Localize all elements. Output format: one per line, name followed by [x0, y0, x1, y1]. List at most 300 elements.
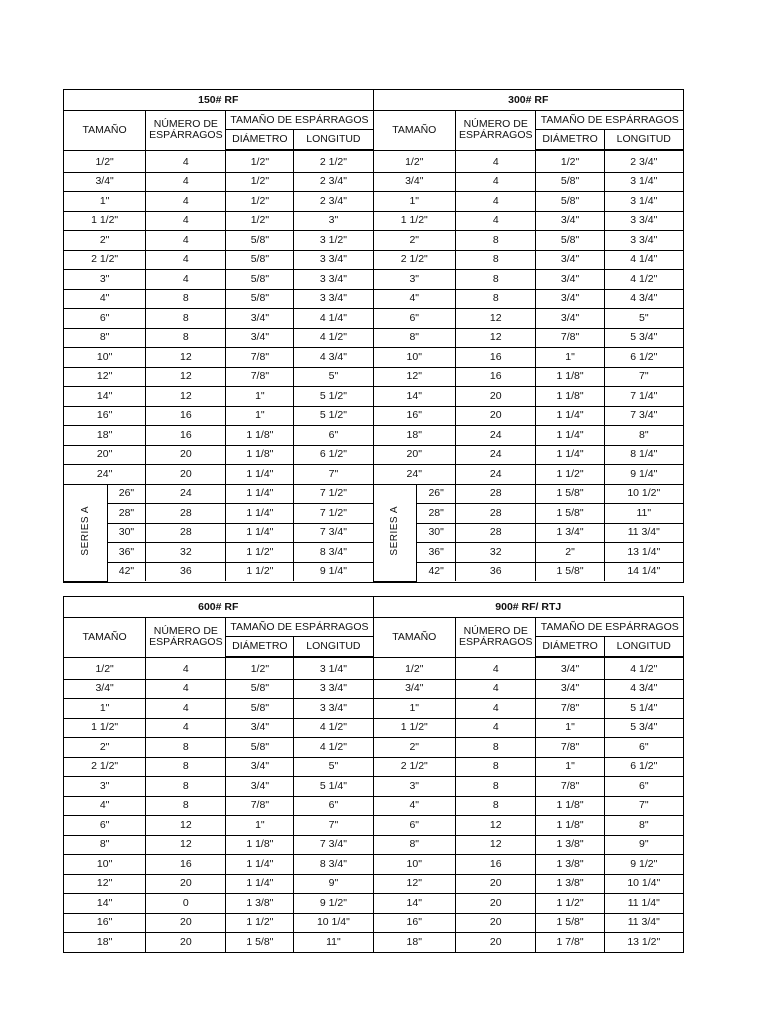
- length-cell: 3 1/4": [604, 192, 683, 212]
- diameter-cell: 1/2": [226, 657, 294, 679]
- size-cell: 2 1/2": [374, 250, 456, 270]
- table-row: [374, 543, 684, 563]
- size-cell: 2": [64, 738, 146, 758]
- diameter-cell: 1 5/8": [226, 933, 294, 952]
- table-row: [64, 894, 373, 914]
- bolt-count-cell: 20: [456, 874, 536, 894]
- table-row: [374, 289, 684, 309]
- table-row: [64, 835, 373, 855]
- diameter-cell: 7/8": [226, 367, 294, 387]
- length-cell: 13 1/4": [604, 543, 683, 563]
- diameter-cell: 3/4": [536, 270, 604, 290]
- header-longitud: LONGITUD: [604, 130, 683, 151]
- length-cell: 6 1/2": [294, 445, 373, 465]
- diameter-cell: 5/8": [226, 231, 294, 251]
- diameter-cell: 5/8": [536, 231, 604, 251]
- series-a-label: [374, 484, 417, 581]
- size-cell: 3": [374, 777, 456, 797]
- bolt-count-cell: 32: [456, 543, 536, 563]
- series-a-label: [64, 484, 107, 581]
- size-cell: 8": [374, 328, 456, 348]
- bolt-count-cell: 8: [146, 289, 226, 309]
- table-row: [374, 172, 684, 192]
- diameter-cell: 3/4": [536, 211, 604, 231]
- diameter-cell: 1/2": [226, 150, 294, 172]
- bolt-count-cell: 12: [146, 835, 226, 855]
- table-row: [374, 192, 684, 212]
- length-cell: 9 1/4": [604, 465, 683, 485]
- length-cell: 6": [294, 426, 373, 446]
- length-cell: 13 1/2": [604, 933, 683, 952]
- table-row: [374, 738, 684, 758]
- bolt-count-cell: 20: [456, 933, 536, 952]
- size-cell: 12": [64, 367, 146, 387]
- bolt-count-cell: 32: [146, 543, 226, 563]
- bolt-count-cell: 24: [456, 445, 536, 465]
- table-title: 600# RF: [64, 597, 373, 618]
- diameter-cell: 5/8": [226, 250, 294, 270]
- length-cell: 4 3/4": [604, 679, 683, 699]
- diameter-cell: 1": [536, 757, 604, 777]
- length-cell: 7 1/2": [294, 504, 373, 524]
- length-cell: 3 3/4": [604, 211, 683, 231]
- bolt-count-cell: 8: [456, 796, 536, 816]
- diameter-cell: 1 1/8": [536, 387, 604, 407]
- bolt-count-cell: 4: [146, 679, 226, 699]
- size-cell: 12": [374, 367, 456, 387]
- length-cell: 4 1/4": [294, 309, 373, 329]
- length-cell: 7 3/4": [604, 406, 683, 426]
- table-row: [374, 855, 684, 875]
- length-cell: 14 1/4": [604, 562, 683, 581]
- header-longitud: LONGITUD: [294, 130, 373, 151]
- length-cell: 7 1/2": [294, 484, 373, 504]
- table-row: [64, 426, 373, 446]
- bolt-count-cell: 24: [146, 484, 226, 504]
- length-cell: 5 3/4": [604, 328, 683, 348]
- length-cell: 9 1/4": [294, 562, 373, 581]
- bolt-count-cell: 4: [456, 718, 536, 738]
- diameter-cell: 1 1/8": [226, 445, 294, 465]
- table-title: 900# RF/ RTJ: [374, 597, 684, 618]
- diameter-cell: 1": [226, 387, 294, 407]
- bolt-count-cell: 8: [146, 309, 226, 329]
- size-cell: 2 1/2": [64, 757, 146, 777]
- length-cell: 2 3/4": [604, 150, 683, 172]
- size-cell: 18": [64, 426, 146, 446]
- bolt-count-cell: 8: [456, 231, 536, 251]
- diameter-cell: 1": [536, 348, 604, 368]
- size-cell: 4": [374, 796, 456, 816]
- size-cell: 8": [64, 328, 146, 348]
- table-row: [374, 387, 684, 407]
- bottom-panel: [63, 596, 684, 953]
- length-cell: 8 1/4": [604, 445, 683, 465]
- diameter-cell: 7/8": [226, 348, 294, 368]
- header-diametro: DIÁMETRO: [536, 130, 604, 151]
- size-cell: 28": [417, 504, 456, 524]
- bolt-count-cell: 16: [456, 855, 536, 875]
- header-numero: NÚMERO DE ESPÁRRAGOS: [146, 618, 226, 658]
- length-cell: 4 3/4": [604, 289, 683, 309]
- header-tamano-esparragos: TAMAÑO DE ESPÁRRAGOS: [536, 111, 683, 130]
- table-row: [64, 309, 373, 329]
- length-cell: 3 3/4": [294, 679, 373, 699]
- bolt-count-cell: 4: [456, 150, 536, 172]
- table-row: [64, 657, 373, 679]
- header-numero: NÚMERO DE ESPÁRRAGOS: [456, 111, 536, 151]
- size-cell: 2 1/2": [374, 757, 456, 777]
- length-cell: 10 1/2": [604, 484, 683, 504]
- size-cell: 3/4": [64, 172, 146, 192]
- bolt-count-cell: 8: [456, 738, 536, 758]
- size-cell: 16": [64, 406, 146, 426]
- diameter-cell: 1 1/4": [536, 445, 604, 465]
- diameter-cell: 1 1/2": [226, 913, 294, 933]
- bolt-count-cell: 20: [456, 406, 536, 426]
- table-title: 150# RF: [64, 90, 373, 111]
- table-row: [64, 289, 373, 309]
- table-row: [64, 348, 373, 368]
- diameter-cell: 3/4": [536, 679, 604, 699]
- length-cell: 5 1/2": [294, 387, 373, 407]
- bolt-count-cell: 4: [146, 150, 226, 172]
- bolt-count-cell: 8: [146, 328, 226, 348]
- table-row: [374, 150, 684, 172]
- diameter-cell: 3/4": [226, 757, 294, 777]
- size-cell: 8": [374, 835, 456, 855]
- length-cell: 4 1/4": [604, 250, 683, 270]
- bolt-count-cell: 12: [456, 816, 536, 836]
- bolt-count-cell: 16: [146, 426, 226, 446]
- table-row: [374, 777, 684, 797]
- size-cell: 1": [64, 192, 146, 212]
- diameter-cell: 3/4": [536, 289, 604, 309]
- size-cell: 3/4": [374, 172, 456, 192]
- diameter-cell: 1/2": [226, 211, 294, 231]
- size-cell: 26": [107, 484, 146, 504]
- size-cell: 2": [374, 738, 456, 758]
- diameter-cell: 1 1/2": [226, 543, 294, 563]
- table-row: [374, 699, 684, 719]
- length-cell: 9 1/2": [294, 894, 373, 914]
- table-row: [64, 913, 373, 933]
- length-cell: 4 1/2": [294, 328, 373, 348]
- diameter-cell: 1": [226, 406, 294, 426]
- diameter-cell: 1 3/8": [226, 894, 294, 914]
- size-cell: 2": [374, 231, 456, 251]
- diameter-cell: 1 1/4": [226, 484, 294, 504]
- size-cell: 14": [64, 894, 146, 914]
- bolt-count-cell: 20: [146, 445, 226, 465]
- table-row: [374, 426, 684, 446]
- length-cell: 8 3/4": [294, 543, 373, 563]
- size-cell: 18": [374, 426, 456, 446]
- table-row: [374, 913, 684, 933]
- table-row: [374, 445, 684, 465]
- size-cell: 10": [374, 348, 456, 368]
- table-row: [374, 211, 684, 231]
- header-tamano-esparragos: TAMAÑO DE ESPÁRRAGOS: [226, 618, 373, 637]
- bolt-count-cell: 12: [456, 328, 536, 348]
- diameter-cell: 1 5/8": [536, 484, 604, 504]
- table-row: [64, 699, 373, 719]
- table-row: [64, 543, 373, 563]
- size-cell: 3": [64, 777, 146, 797]
- bolt-count-cell: 12: [146, 816, 226, 836]
- size-cell: 42": [107, 562, 146, 581]
- table-row: [374, 874, 684, 894]
- length-cell: 3 1/4": [604, 172, 683, 192]
- table-row: [64, 406, 373, 426]
- bolt-count-cell: 4: [456, 211, 536, 231]
- bolt-count-cell: 8: [146, 796, 226, 816]
- diameter-cell: 1 1/8": [536, 796, 604, 816]
- size-cell: 2": [64, 231, 146, 251]
- bolt-count-cell: 4: [456, 679, 536, 699]
- size-cell: 1 1/2": [64, 718, 146, 738]
- bolt-count-cell: 20: [456, 894, 536, 914]
- length-cell: 7": [294, 816, 373, 836]
- diameter-cell: 1 1/8": [536, 367, 604, 387]
- bolt-count-cell: 12: [456, 309, 536, 329]
- bolt-count-cell: 28: [146, 523, 226, 543]
- bolt-count-cell: 20: [146, 874, 226, 894]
- diameter-cell: 3/4": [226, 328, 294, 348]
- diameter-cell: 5/8": [226, 679, 294, 699]
- diameter-cell: 3/4": [536, 657, 604, 679]
- diameter-cell: 3/4": [536, 309, 604, 329]
- bolt-count-cell: 4: [456, 172, 536, 192]
- table-row: [64, 465, 373, 485]
- table-150: [63, 89, 374, 583]
- diameter-cell: 1 1/2": [536, 465, 604, 485]
- table-row: [374, 657, 684, 679]
- header-tamano: TAMAÑO: [374, 111, 456, 151]
- bolt-count-cell: 16: [456, 367, 536, 387]
- length-cell: 7 3/4": [294, 835, 373, 855]
- bolt-count-cell: 36: [456, 562, 536, 581]
- size-cell: 20": [374, 445, 456, 465]
- size-cell: 1": [374, 192, 456, 212]
- table-row: [374, 894, 684, 914]
- length-cell: 7": [604, 796, 683, 816]
- diameter-cell: 1 1/4": [536, 426, 604, 446]
- table-row: [64, 367, 373, 387]
- length-cell: 3 3/4": [294, 270, 373, 290]
- header-numero: NÚMERO DE ESPÁRRAGOS: [456, 618, 536, 658]
- length-cell: 4 1/2": [604, 270, 683, 290]
- table-row: [374, 231, 684, 251]
- bolt-count-cell: 4: [146, 657, 226, 679]
- table-row: [64, 933, 373, 952]
- bolt-count-cell: 20: [146, 465, 226, 485]
- table-row: [374, 718, 684, 738]
- length-cell: 7 1/4": [604, 387, 683, 407]
- diameter-cell: 1 5/8": [536, 562, 604, 581]
- table-row: [64, 211, 373, 231]
- size-cell: 1": [374, 699, 456, 719]
- bolt-count-cell: 36: [146, 562, 226, 581]
- table-row: [64, 328, 373, 348]
- diameter-cell: 1": [536, 718, 604, 738]
- diameter-cell: 7/8": [536, 738, 604, 758]
- bolt-count-cell: 4: [456, 699, 536, 719]
- bolt-count-cell: 4: [146, 172, 226, 192]
- size-cell: 42": [417, 562, 456, 581]
- size-cell: 18": [64, 933, 146, 952]
- table-row: [64, 523, 373, 543]
- length-cell: 6": [604, 777, 683, 797]
- header-longitud: LONGITUD: [294, 637, 373, 658]
- bolt-count-cell: 20: [456, 913, 536, 933]
- diameter-cell: 1 1/8": [536, 816, 604, 836]
- table-row: [374, 270, 684, 290]
- top-panel: [63, 89, 684, 583]
- size-cell: 4": [374, 289, 456, 309]
- length-cell: 6": [294, 796, 373, 816]
- diameter-cell: 1 5/8": [536, 913, 604, 933]
- table-row: [374, 465, 684, 485]
- bolt-count-cell: 20: [146, 933, 226, 952]
- length-cell: 3 3/4": [294, 250, 373, 270]
- bolt-count-cell: 8: [146, 757, 226, 777]
- bolt-count-cell: 28: [456, 484, 536, 504]
- series-a-text: SERIES A: [79, 506, 91, 556]
- diameter-cell: 5/8": [226, 270, 294, 290]
- diameter-cell: 7/8": [226, 796, 294, 816]
- diameter-cell: 5/8": [536, 192, 604, 212]
- length-cell: 3 3/4": [604, 231, 683, 251]
- length-cell: 8": [604, 426, 683, 446]
- bolt-count-cell: 12: [146, 367, 226, 387]
- length-cell: 3 3/4": [294, 289, 373, 309]
- size-cell: 24": [374, 465, 456, 485]
- size-cell: 1/2": [374, 657, 456, 679]
- length-cell: 5 1/4": [604, 699, 683, 719]
- table-900: [374, 596, 685, 953]
- bolt-count-cell: 12: [456, 835, 536, 855]
- diameter-cell: 2": [536, 543, 604, 563]
- size-cell: 28": [107, 504, 146, 524]
- bolt-count-cell: 24: [456, 426, 536, 446]
- diameter-cell: 1 1/4": [536, 406, 604, 426]
- diameter-cell: 3/4": [226, 718, 294, 738]
- table-row: [374, 250, 684, 270]
- size-cell: 6": [64, 309, 146, 329]
- size-cell: 30": [107, 523, 146, 543]
- diameter-cell: 1": [226, 816, 294, 836]
- bolt-count-cell: 4: [146, 192, 226, 212]
- table-row: [374, 309, 684, 329]
- size-cell: 1/2": [64, 657, 146, 679]
- size-cell: 12": [374, 874, 456, 894]
- bolt-count-cell: 24: [456, 465, 536, 485]
- size-cell: 1 1/2": [374, 718, 456, 738]
- bolt-count-cell: 20: [146, 913, 226, 933]
- diameter-cell: 1 1/8": [226, 426, 294, 446]
- table-row: [64, 816, 373, 836]
- bolt-count-cell: 8: [146, 777, 226, 797]
- length-cell: 2 3/4": [294, 192, 373, 212]
- bolt-count-cell: 28: [146, 504, 226, 524]
- length-cell: 4 1/2": [294, 718, 373, 738]
- length-cell: 9 1/2": [604, 855, 683, 875]
- bolt-count-cell: 4: [456, 657, 536, 679]
- length-cell: 11": [604, 504, 683, 524]
- size-cell: 24": [64, 465, 146, 485]
- header-tamano-esparragos: TAMAÑO DE ESPÁRRAGOS: [226, 111, 373, 130]
- length-cell: 2 1/2": [294, 150, 373, 172]
- table-row: [64, 445, 373, 465]
- length-cell: 3 1/4": [294, 657, 373, 679]
- table-row: [64, 504, 373, 524]
- table-row: [64, 796, 373, 816]
- bolt-table: [374, 597, 684, 952]
- table-row: [64, 387, 373, 407]
- bolt-count-cell: 16: [456, 348, 536, 368]
- length-cell: 10 1/4": [294, 913, 373, 933]
- bolt-count-cell: 4: [146, 718, 226, 738]
- diameter-cell: 1 1/4": [226, 874, 294, 894]
- length-cell: 3 1/2": [294, 231, 373, 251]
- bolt-count-cell: 4: [146, 211, 226, 231]
- table-title: 300# RF: [374, 90, 684, 111]
- size-cell: 6": [374, 816, 456, 836]
- size-cell: 14": [64, 387, 146, 407]
- length-cell: 5": [294, 367, 373, 387]
- bolt-count-cell: 16: [146, 406, 226, 426]
- table-row: [64, 562, 373, 581]
- length-cell: 8 3/4": [294, 855, 373, 875]
- table-row: [64, 757, 373, 777]
- bolt-table: [64, 90, 373, 582]
- table-row: [374, 562, 684, 581]
- diameter-cell: 3/4": [226, 777, 294, 797]
- diameter-cell: 7/8": [536, 777, 604, 797]
- bolt-count-cell: 8: [456, 270, 536, 290]
- diameter-cell: 1 3/8": [536, 874, 604, 894]
- table-row: [374, 406, 684, 426]
- table-row: [374, 523, 684, 543]
- bolt-count-cell: 8: [146, 738, 226, 758]
- table-row: [374, 933, 684, 952]
- diameter-cell: 1 3/8": [536, 835, 604, 855]
- table-row: [374, 796, 684, 816]
- diameter-cell: 5/8": [226, 738, 294, 758]
- diameter-cell: 3/4": [226, 309, 294, 329]
- table-row: [64, 231, 373, 251]
- size-cell: 36": [417, 543, 456, 563]
- diameter-cell: 1/2": [226, 172, 294, 192]
- size-cell: 1": [64, 699, 146, 719]
- size-cell: 1 1/2": [374, 211, 456, 231]
- size-cell: 3/4": [64, 679, 146, 699]
- size-cell: 26": [417, 484, 456, 504]
- diameter-cell: 1 1/8": [226, 835, 294, 855]
- table-row: [64, 855, 373, 875]
- length-cell: 5 3/4": [604, 718, 683, 738]
- size-cell: 10": [64, 855, 146, 875]
- table-row: [64, 679, 373, 699]
- length-cell: 3": [294, 211, 373, 231]
- diameter-cell: 5/8": [536, 172, 604, 192]
- diameter-cell: 1/2": [536, 150, 604, 172]
- size-cell: 3/4": [374, 679, 456, 699]
- bolt-count-cell: 8: [456, 757, 536, 777]
- length-cell: 5": [604, 309, 683, 329]
- diameter-cell: 1 3/4": [536, 523, 604, 543]
